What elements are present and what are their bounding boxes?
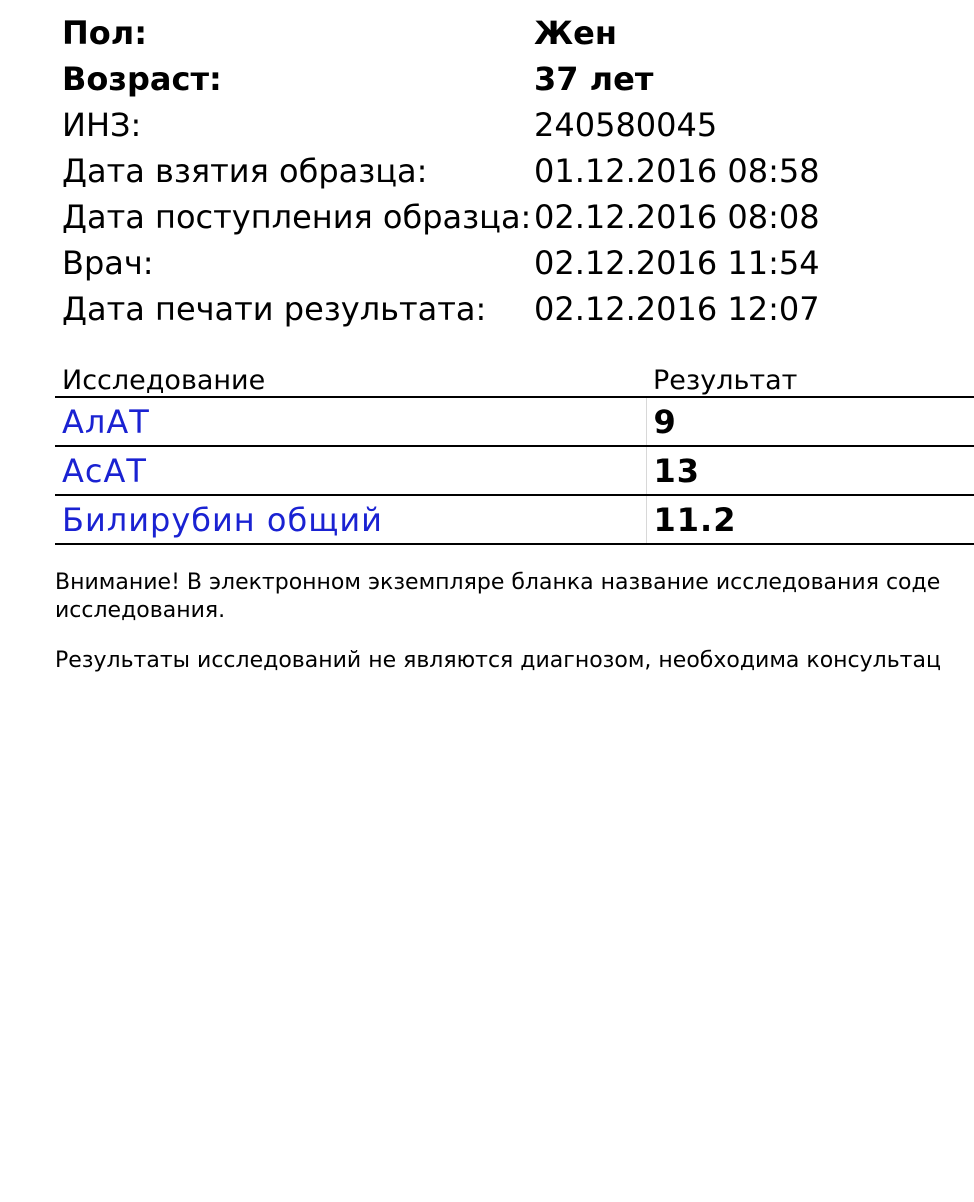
warning-note-line1: Внимание! В электронном экземпляре бланка название исследования соде bbox=[55, 570, 941, 595]
receipt-date-row bbox=[62, 194, 974, 240]
print-date-row bbox=[62, 286, 974, 332]
print-date-label: Дата печати результата: bbox=[62, 290, 487, 328]
sample-date-value: 01.12.2016 08:58 bbox=[534, 152, 820, 190]
inz-label: ИНЗ: bbox=[62, 106, 142, 144]
sex-value: Жен bbox=[534, 14, 617, 52]
receipt-date-value: 02.12.2016 08:08 bbox=[534, 198, 820, 236]
inz-row bbox=[62, 102, 974, 148]
age-label: Возраст: bbox=[62, 60, 222, 98]
header-test: Исследование bbox=[55, 358, 646, 397]
inz-value: 240580045 bbox=[534, 106, 718, 144]
disclaimer-note: Результаты исследований не являются диагнозом, необходима консультац bbox=[55, 648, 941, 673]
sample-date-label: Дата взятия образца: bbox=[62, 152, 428, 190]
print-date-value: 02.12.2016 12:07 bbox=[534, 290, 820, 328]
table-row bbox=[55, 446, 974, 495]
receipt-date-label: Дата поступления образца: bbox=[62, 198, 532, 236]
doctor-label: Врач: bbox=[62, 244, 154, 282]
test-name-link[interactable]: АсАТ bbox=[55, 446, 646, 495]
patient-info bbox=[62, 10, 974, 332]
sex-label: Пол: bbox=[62, 14, 147, 52]
table-row bbox=[55, 397, 974, 446]
age-row bbox=[62, 56, 974, 102]
results-table bbox=[55, 358, 974, 545]
sex-row bbox=[62, 10, 974, 56]
test-name-link[interactable]: Билирубин общий bbox=[55, 495, 646, 544]
header-result: Результат bbox=[646, 358, 974, 397]
test-name-link[interactable]: АлАТ bbox=[55, 397, 646, 446]
test-result-value: 11.2 bbox=[646, 495, 974, 544]
test-result-value: 13 bbox=[646, 446, 974, 495]
results-header-row bbox=[55, 358, 974, 397]
warning-note-line2: исследования. bbox=[55, 598, 226, 623]
age-value: 37 лет bbox=[534, 60, 654, 98]
doctor-value: 02.12.2016 11:54 bbox=[534, 244, 820, 282]
sample-date-row bbox=[62, 148, 974, 194]
table-row bbox=[55, 495, 974, 544]
test-result-value: 9 bbox=[646, 397, 974, 446]
doctor-row bbox=[62, 240, 974, 286]
